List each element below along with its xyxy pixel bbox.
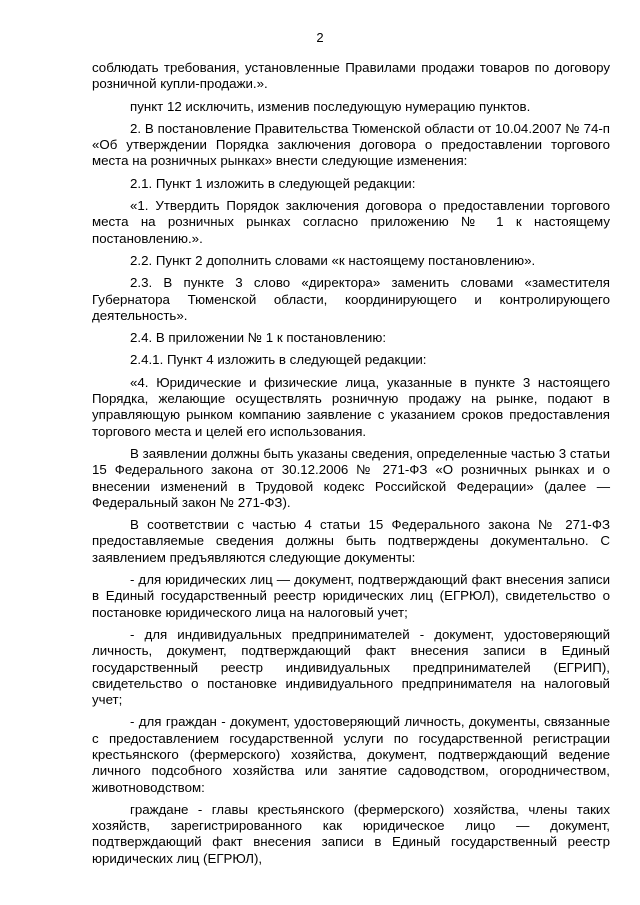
paragraph: - для индивидуальных предпринимателей - документ, удостоверяющий личность, документ, подтверждающий факт внесения записи в Единый государственный реестр индивидуальных предпринимателей (ЕГРИП), свидетельство о постановке индивидуального предпринимателя на налоговый учет; [92,626,610,708]
paragraph: - для граждан - документ, удостоверяющий личность, документы, связанные с предоставлением государственной услуги по государственной регистрации крестьянского (фермерского) хозяйства, документ, подтверждающий ведение личного подсобного хозяйства или занятие садоводством, огородничеством, животноводством: [92,714,610,795]
paragraph: граждане - главы крестьянского (фермерского) хозяйства, члены таких хозяйств, зарегистрированного как юридическое лицо — документ, подтверждающий факт внесения записи в Единый государственный реестр юридических лиц (ЕГРЮЛ), [92,801,610,866]
paragraph: 2.3. В пункте 3 слово «директора» заменить словами «заместителя Губернатора Тюменской области, координирующего и контролирующего деятельность». [92,275,610,323]
document-body [92,60,610,873]
paragraph: В заявлении должны быть указаны сведения, определенные частью 3 статьи 15 Федерального закона от 30.12.2006 № 271-ФЗ «О розничных рынках и о внесении изменений в Трудовой кодекс Российской Федерации» (далее — Федеральный закон № 271-ФЗ). [92,445,610,510]
paragraph: «4. Юридические и физические лица, указанные в пункте 3 настоящего Порядка, желающие осуществлять розничную продажу на рынке, подают в управляющую рынком компанию заявление с указанием сроков предоставления торгового места и целей его использования. [92,374,610,439]
paragraph: пункт 12 исключить, изменив последующую нумерацию пунктов. [130,98,531,114]
paragraph: - для юридических лиц — документ, подтверждающий факт внесения записи в Единый государственный реестр юридических лиц (ЕГРЮЛ), свидетельство о постановке юридического лица на налоговый учет; [92,572,610,620]
paragraph: соблюдать требования, установленные Правилами продажи товаров по договору розничной купли-продажи.». [92,60,610,92]
paragraph: 2.1. Пункт 1 изложить в следующей редакции: [130,175,416,191]
paragraph: «1. Утвердить Порядок заключения договора о предоставлении торгового места на розничных рынках согласно приложению № 1 к настоящему постановлению.». [92,198,610,246]
paragraph: В соответствии с частью 4 статьи 15 Федерального закона № 271-ФЗ предоставляемые сведения должны быть подтверждены документально. С заявлением предъявляются следующие документы: [92,517,610,565]
page-number: 2 [316,30,324,45]
paragraph: 2. В постановление Правительства Тюменской области от 10.04.2007 № 74-п «Об утверждении Порядка заключения договора о предоставлении торгового места на розничных рынках» внести следующие изменения: [92,120,610,169]
paragraph: 2.4. В приложении № 1 к постановлению: [130,330,387,346]
paragraph: 2.2. Пункт 2 дополнить словами «к настоящему постановлению». [130,252,536,268]
paragraph: 2.4.1. Пункт 4 изложить в следующей редакции: [130,352,427,368]
